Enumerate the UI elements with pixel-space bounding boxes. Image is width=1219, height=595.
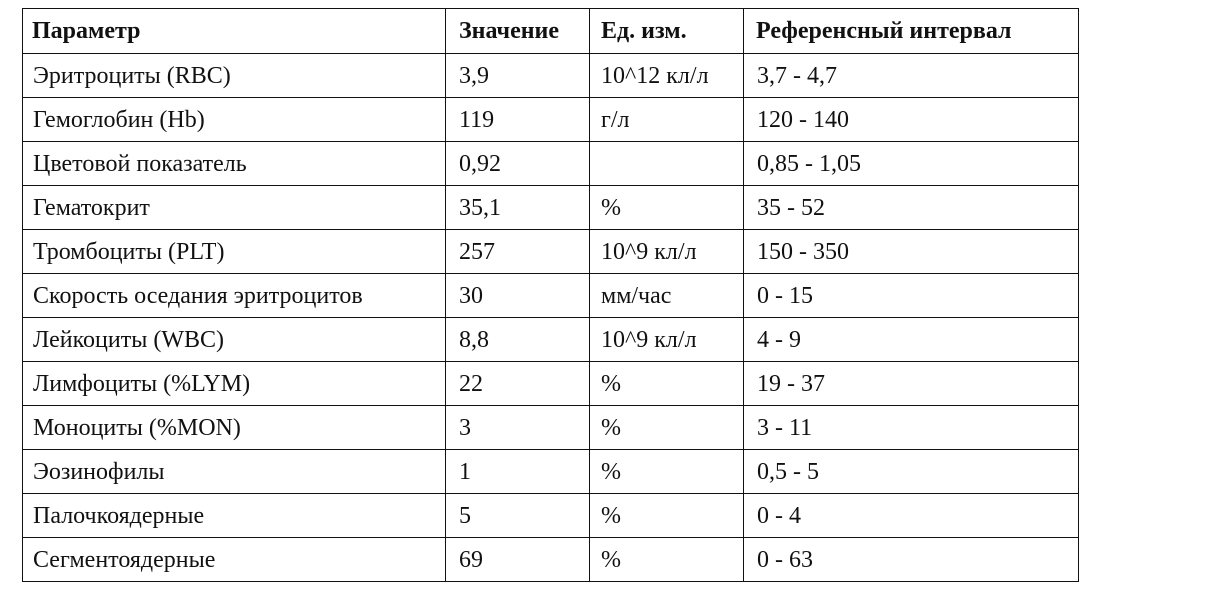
table-row [23, 186, 1079, 230]
table-row [23, 230, 1079, 274]
cell-parameter: Лимфоциты (%LYM) [23, 362, 446, 406]
cell-value: 8,8 [446, 318, 590, 362]
cell-reference: 3,7 - 4,7 [744, 54, 1079, 98]
cell-reference: 0,85 - 1,05 [744, 142, 1079, 186]
table-row [23, 318, 1079, 362]
cell-reference: 3 - 11 [744, 406, 1079, 450]
cell-reference: 120 - 140 [744, 98, 1079, 142]
cell-value: 22 [446, 362, 590, 406]
cell-unit: г/л [590, 98, 744, 142]
cell-value: 35,1 [446, 186, 590, 230]
cell-reference: 0 - 63 [744, 538, 1079, 582]
cell-unit: % [590, 494, 744, 538]
cell-value: 30 [446, 274, 590, 318]
cell-unit: 10^9 кл/л [590, 230, 744, 274]
cell-unit: % [590, 450, 744, 494]
cell-unit: мм/час [590, 274, 744, 318]
cell-unit: 10^9 кл/л [590, 318, 744, 362]
cell-parameter: Эозинофилы [23, 450, 446, 494]
cell-reference: 0 - 4 [744, 494, 1079, 538]
table-header-row [23, 9, 1079, 54]
cell-parameter: Сегментоядерные [23, 538, 446, 582]
table-row [23, 494, 1079, 538]
header-parameter: Параметр [23, 9, 446, 54]
table-row [23, 406, 1079, 450]
cell-parameter: Цветовой показатель [23, 142, 446, 186]
cell-parameter: Скорость оседания эритроцитов [23, 274, 446, 318]
table-row [23, 142, 1079, 186]
cell-reference: 150 - 350 [744, 230, 1079, 274]
table-row [23, 362, 1079, 406]
cell-reference: 0 - 15 [744, 274, 1079, 318]
cell-parameter: Гемоглобин (Hb) [23, 98, 446, 142]
cell-unit: % [590, 362, 744, 406]
cell-parameter: Гематокрит [23, 186, 446, 230]
cell-value: 0,92 [446, 142, 590, 186]
cell-unit [590, 142, 744, 186]
cell-value: 1 [446, 450, 590, 494]
cell-value: 3 [446, 406, 590, 450]
table-row [23, 98, 1079, 142]
cell-parameter: Эритроциты (RBC) [23, 54, 446, 98]
cell-unit: 10^12 кл/л [590, 54, 744, 98]
table-row [23, 538, 1079, 582]
cell-reference: 19 - 37 [744, 362, 1079, 406]
cell-value: 69 [446, 538, 590, 582]
table-row [23, 450, 1079, 494]
cell-unit: % [590, 538, 744, 582]
cell-reference: 35 - 52 [744, 186, 1079, 230]
cell-value: 257 [446, 230, 590, 274]
cell-reference: 4 - 9 [744, 318, 1079, 362]
cell-reference: 0,5 - 5 [744, 450, 1079, 494]
header-value: Значение [446, 9, 590, 54]
cell-parameter: Палочкоядерные [23, 494, 446, 538]
table-row [23, 274, 1079, 318]
cell-unit: % [590, 186, 744, 230]
lab-results-table [22, 8, 1079, 582]
header-unit: Ед. изм. [590, 9, 744, 54]
cell-unit: % [590, 406, 744, 450]
cell-value: 119 [446, 98, 590, 142]
cell-parameter: Лейкоциты (WBC) [23, 318, 446, 362]
cell-value: 5 [446, 494, 590, 538]
cell-parameter: Тромбоциты (PLT) [23, 230, 446, 274]
cell-value: 3,9 [446, 54, 590, 98]
table-row [23, 54, 1079, 98]
header-reference: Референсный интервал [744, 9, 1079, 54]
cell-parameter: Моноциты (%MON) [23, 406, 446, 450]
